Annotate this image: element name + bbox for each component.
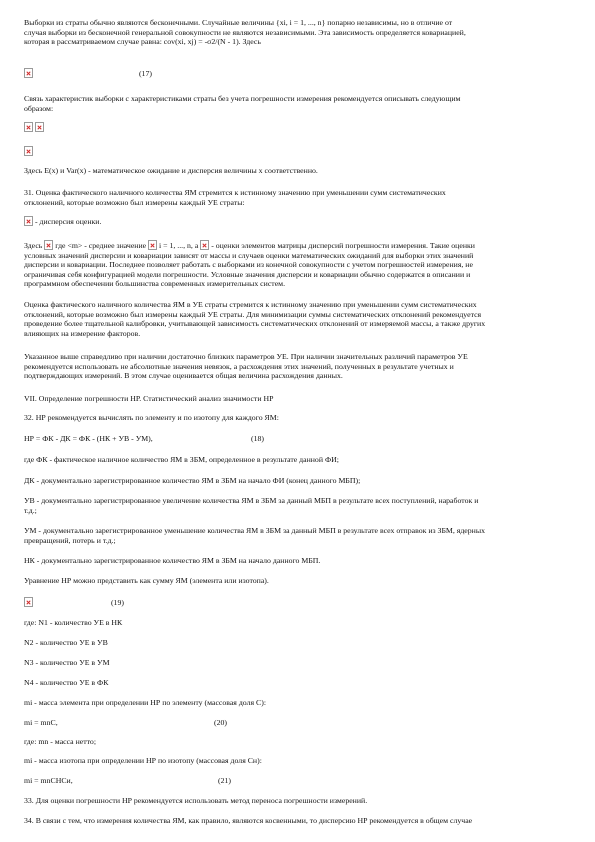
equation-number: (20): [214, 718, 227, 727]
text-line: Уравнение НР можно представить как сумму ЯМ (элемента или изотопа).: [24, 576, 269, 585]
text-line: Указанное выше справедливо при наличии достаточно близких параметров УЕ. При наличии значительных различий параметров УЕ: [24, 352, 468, 361]
equation-18: [24, 434, 572, 444]
text-line: где: N1 - количество УЕ в НК: [24, 618, 123, 627]
text-line: влияющих на измерение факторов.: [24, 328, 141, 338]
text-line: случая выборки из бесконечной генеральной совокупности не являются независимыми. Эта зависимость определяется ковариацией,: [24, 27, 466, 37]
text-line: 34. В связи с тем, что измерения количества ЯМ, как правило, являются косвенными, то дисперсию НР рекомендуется в общем случае: [24, 816, 473, 825]
text-line: отклонений, которые возможно был измерены каждый УЕ страты. Для минимизации суммы систематических отклонений рекомендуется: [24, 309, 482, 319]
paragraph-31: [24, 188, 572, 207]
formula-image-row: [24, 146, 572, 157]
text-fragment: Здесь: [24, 241, 45, 250]
definition-uv: [24, 496, 572, 515]
paragraph-nr-sum: [24, 576, 572, 586]
text-line: mi - масса изотопа при определении НР по изотопу (массовая доля Сн):: [24, 756, 262, 765]
formula-images-row: [24, 122, 572, 133]
definition-mi-isotope: [24, 756, 572, 766]
definition-n4: [24, 678, 572, 688]
definition-mn: [24, 737, 572, 747]
broken-image-icon: [200, 240, 209, 250]
section-heading-vii: [24, 394, 572, 404]
variance-estimate-line: [24, 216, 572, 227]
paragraph-34: [24, 816, 572, 826]
text-line: где ФК - фактическое наличное количество ЯМ в ЗБМ, определенное в результате данной ФИ;: [24, 455, 339, 464]
paragraph-33: [24, 796, 572, 806]
equation-text: mi = mnСНСи,: [24, 776, 73, 785]
text-line: 32. НР рекомендуется вычислять по элементу и по изотопу для каждого ЯМ:: [24, 413, 279, 422]
text-line: подтверждающих измерений. В этом случае оценивается общая величина расхождения данных.: [24, 371, 343, 381]
text-line: НК - документально зарегистрированное количество ЯМ в ЗБМ на начало данного МБП.: [24, 556, 321, 565]
broken-image-icon: [24, 597, 33, 607]
definition-n3: [24, 658, 572, 668]
text-line: 31. Оценка фактического наличного количества ЯМ стремится к истинному значению при уменьшении сумм систематических: [24, 188, 446, 197]
equation-20: [24, 718, 572, 728]
definition-um: [24, 526, 572, 545]
text-fragment: i = 1, ..., n, а: [157, 241, 201, 250]
text-line: Выборки из страты обычно являются бесконечными. Случайные величины {xi, i = 1, ..., n} попарно независимы, но в отличие от: [24, 18, 453, 27]
text-line: N3 - количество УЕ в УМ: [24, 658, 110, 667]
text-line: 33. Для оценки погрешности НР рекомендуется использовать метод переноса погрешности измерений.: [24, 796, 368, 805]
broken-image-icon: [44, 240, 53, 250]
paragraph-calibration: [24, 300, 572, 338]
equation-number: (18): [251, 434, 264, 443]
broken-image-icon: [35, 122, 44, 132]
broken-image-icon: [24, 68, 33, 78]
text-line: УВ - документально зарегистрированное увеличение количества ЯМ в ЗБМ за данный МБП в результате всех поступлений, наработок и: [24, 496, 479, 505]
text-line: которая в рассматриваемом случае равна: cov(xi, xj) = -σ2/(N - 1). Здесь: [24, 37, 261, 47]
text-line: УМ - документально зарегистрированное уменьшение количества ЯМ в ЗБМ за данный МБП в результате всех отправок из ЗБМ, ядерных: [24, 526, 485, 535]
broken-image-icon: [24, 216, 33, 226]
text-line: превращений, потерь и т.д.;: [24, 535, 116, 545]
text-line: т.д.;: [24, 505, 37, 515]
equation-number: (21): [218, 776, 231, 785]
text-line: ограничивая себя конфигурацией модели погрешности. Условные значения дисперсии и ковариации обычно содержатся в описании и: [24, 269, 471, 279]
definition-n2: [24, 638, 572, 648]
text-line: mi - масса элемента при определении НР по элементу (массовая доля С):: [24, 698, 266, 707]
paragraph-expectation-note: [24, 166, 572, 176]
text-line: рекомендуется использовать не абсолютные значения невязок, а расхождения этих значений, полученных в результате учетных и: [24, 361, 454, 371]
paragraph-discrepancies: [24, 352, 572, 381]
definition-n1: [24, 618, 572, 628]
text-fragment: - дисперсия оценки.: [33, 217, 102, 226]
text-line-with-images: [24, 240, 572, 251]
text-line: N4 - количество УЕ в ФК: [24, 678, 109, 687]
paragraph-estimates: [24, 240, 572, 289]
equation-21: [24, 776, 572, 786]
broken-image-icon: [148, 240, 157, 250]
broken-image-icon: [24, 146, 33, 156]
definition-mi-element: [24, 698, 572, 708]
text-line: Связь характеристик выборки с характеристиками страты без учета погрешности измерения рекомендуется описывать следующим: [24, 94, 461, 103]
text-line: Здесь E(x) и Var(x) - математическое ожидание и дисперсия величины x соответственно.: [24, 166, 318, 175]
text-line: дисперсии и ковариации. Последнее позволяет работать с выборками из конечной совокупности с учетом погрешностей измерения, не: [24, 260, 473, 270]
text-line: образом:: [24, 103, 54, 113]
text-line: условных значений дисперсии и ковариации зависят от массы и случаев оценки математических ожиданий для выборки этих значений: [24, 250, 474, 260]
paragraph-sample-characteristics: [24, 94, 572, 113]
text-line: программном обеспечении большинства современных измерительных систем.: [24, 279, 286, 289]
equation-19: [24, 597, 572, 608]
equation-number: (19): [110, 598, 124, 607]
text-line: где: mn - масса нетто;: [24, 737, 96, 746]
equation-text: НР = ФК - ДК = ФК - (НК + УВ - УМ),: [24, 434, 153, 443]
paragraph-sample-dependence: [24, 18, 572, 47]
text-line: отклонений, которые возможно был измерены каждый УЕ страты:: [24, 197, 245, 207]
equation-text: mi = mnС,: [24, 718, 58, 727]
text-line: ДК - документально зарегистрированное количество ЯМ в ЗБМ на начало ФИ (конец данного МБП);: [24, 476, 361, 485]
definition-fk: [24, 455, 572, 465]
text-line: N2 - количество УЕ в УВ: [24, 638, 108, 647]
paragraph-32: [24, 413, 572, 423]
equation-number: (17): [138, 69, 152, 78]
text-fragment: где <m> - среднее значение: [53, 241, 149, 250]
definition-dk: [24, 476, 572, 486]
heading-line: VII. Определение погрешности НР. Статистический анализ значимости НР: [24, 394, 274, 403]
text-line: Оценка фактического наличного количества ЯМ в УЕ страты стремится к истинному значению при уменьшении сумм систематических: [24, 300, 477, 309]
text-fragment: - оценки элементов матрицы дисперсий погрешности измерения. Такие оценки: [209, 241, 475, 250]
broken-image-icon: [24, 122, 33, 132]
definition-nk: [24, 556, 572, 566]
equation-17: [24, 68, 572, 79]
text-line: проведение более тщательной калибровки, учитывающей зависимость систематических отклонений от измеряемой массы, а также других: [24, 319, 486, 329]
